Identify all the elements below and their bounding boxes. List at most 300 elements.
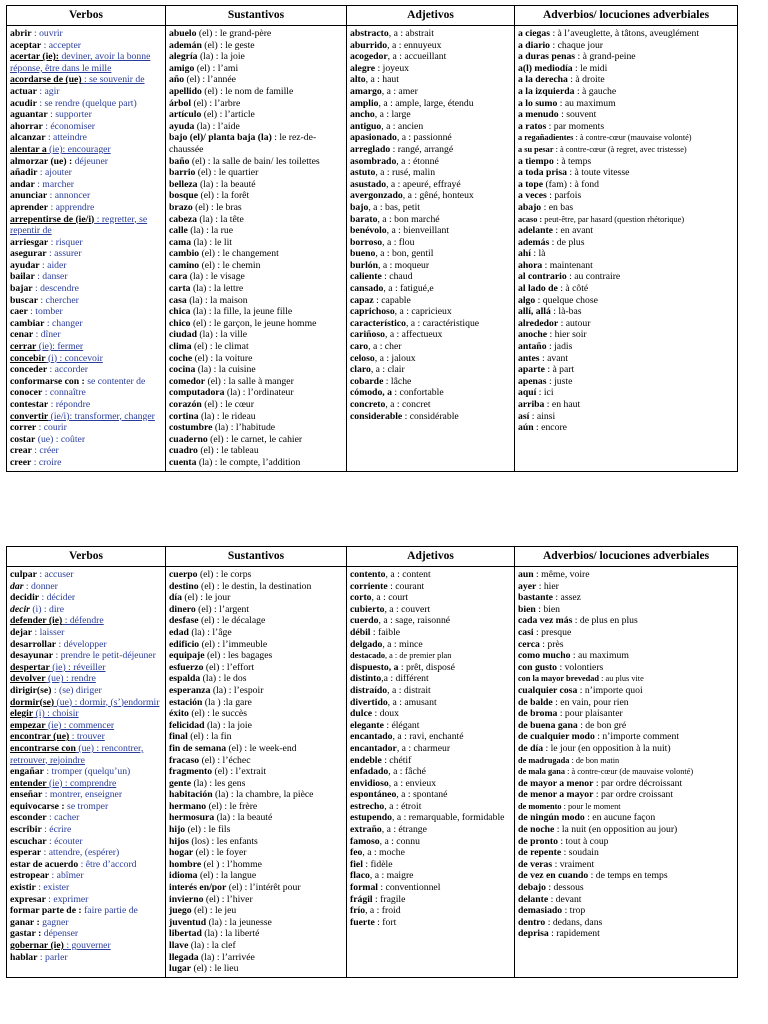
vocab-entry	[169, 650, 343, 662]
vocab-term: hijo	[169, 824, 186, 836]
vocab-entry	[518, 318, 734, 330]
vocab-term: algo	[518, 294, 536, 306]
vocab-term: destino	[169, 580, 199, 592]
vocab-translation: : à contre-cœur (à regret, avec tristesse)	[553, 144, 687, 154]
vocab-translation: (el) : le décalage	[198, 615, 266, 627]
vocab-translation: (ie/i): transformer, changer	[48, 410, 155, 422]
vocab-entry	[10, 295, 162, 307]
vocab-translation: : chaud	[381, 271, 413, 283]
vocab-translation: , a : haut	[365, 74, 399, 86]
vocab-translation: : risquer	[48, 236, 83, 248]
vocab-translation: : fragile	[372, 893, 406, 905]
vocab-entry	[518, 40, 734, 52]
vocab-term: cuerpo	[169, 569, 198, 580]
vocab-term: andar	[10, 178, 35, 190]
vocab-term: camino	[169, 259, 200, 271]
vocab-translation: : descendre	[32, 283, 79, 295]
vocab-entry	[518, 778, 734, 790]
vocab-translation: : parler	[37, 951, 68, 963]
vocab-term: empezar	[10, 719, 46, 731]
vocab-translation: : changer	[44, 317, 83, 329]
vocab-translation: (ie): fermer	[36, 341, 84, 353]
vocab-term: cualquier cosa	[518, 684, 578, 696]
vocab-entry	[350, 662, 511, 674]
vocab-translation: déjeuner	[72, 155, 109, 167]
vocab-entry	[169, 260, 343, 272]
vocab-term: enseñar	[10, 789, 43, 801]
vocab-term: allí, allá	[518, 306, 551, 318]
vocab-translation: , a : sage, raisonné	[378, 615, 451, 627]
vocab-term: anunciar	[10, 190, 48, 202]
vocab-entry	[169, 755, 343, 767]
vocab-entry	[10, 894, 162, 906]
vocab-translation: faire partie de	[81, 905, 138, 917]
vocab-entry	[350, 685, 511, 697]
vocab-entry	[169, 801, 343, 813]
vocab-translation: : de bon gré	[577, 719, 627, 731]
vocab-term: al contrario	[518, 271, 567, 283]
vocab-entry	[10, 364, 162, 376]
vocab-entry	[518, 685, 734, 697]
vocab-term: avergonzado	[350, 190, 403, 202]
vocab-translation: : pour plaisanter	[557, 708, 623, 720]
vocab-translation: (el ) : l’homme	[201, 858, 262, 870]
vocab-term: lugar	[169, 963, 192, 975]
vocab-entry	[350, 237, 511, 249]
vocab-term: abstracto	[350, 28, 389, 39]
vocab-term: encantador	[350, 742, 397, 754]
vocab-entry	[518, 411, 734, 423]
vocab-term: crear	[10, 445, 32, 457]
vocab-term: decidir	[10, 592, 40, 604]
vocab-term: llave	[169, 940, 189, 951]
vocab-term: ahorrar	[10, 120, 43, 132]
vocab-term: a la derecha	[518, 74, 568, 86]
vocab-entry	[518, 755, 734, 767]
vocab-entry	[350, 697, 511, 709]
vocab-term: fuerte	[350, 916, 375, 928]
vocab-term: con la mayor brevedad	[518, 674, 600, 684]
vocab-translation: : apprendre	[48, 201, 95, 213]
vocab-entry	[169, 295, 343, 307]
vocab-term: buscar	[10, 294, 38, 306]
vocab-translation: (ue) : rencontrer, retrouver, rejoindre	[10, 742, 144, 766]
vocab-term: caer	[10, 306, 28, 318]
vocab-translation: : considérable	[402, 410, 459, 422]
vocab-entry	[10, 685, 162, 697]
vocab-translation: , a : abstrait	[388, 28, 434, 39]
vocab-term: ayuda	[169, 120, 195, 132]
vocab-term: a la izquierda	[518, 85, 575, 97]
vocab-term: alegría	[169, 51, 198, 63]
vocab-term: contestar	[10, 399, 49, 410]
vocab-translation: (el) : l’intérêt pour	[226, 882, 301, 894]
vocab-entry	[518, 697, 734, 709]
vocab-term: apenas	[518, 375, 547, 387]
vocab-term: de ningún modo	[518, 812, 585, 824]
vocab-translation: (el) : le carnet, le cahier	[207, 433, 303, 445]
vocab-entry	[10, 445, 162, 457]
vocab-term: a menudo	[518, 109, 559, 121]
vocab-entry	[350, 179, 511, 191]
vocab-term: conformarse con :	[10, 375, 85, 387]
vocab-entry	[518, 581, 734, 593]
vocab-entry	[10, 766, 162, 778]
vocab-translation: , a : gêné, honteux	[402, 190, 474, 202]
vocab-entry	[350, 28, 511, 40]
vocab-term: de noche	[518, 824, 555, 836]
vocab-term: arreglado	[350, 143, 391, 155]
vocab-entry	[10, 801, 162, 813]
vocab-entry	[169, 179, 343, 191]
vocab-entry	[10, 306, 162, 318]
vocab-entry	[518, 98, 734, 110]
vocab-entry	[169, 963, 343, 975]
vocab-entry	[350, 615, 511, 627]
vocab-translation: , a : cher	[368, 341, 402, 353]
vocab-term: asegurar	[10, 248, 47, 260]
vocab-translation: (el) : le tableau	[197, 445, 259, 457]
vocab-term: ayudar	[10, 259, 40, 271]
vocab-term: de repente	[518, 847, 562, 859]
vocab-term: dentro	[518, 916, 546, 928]
vocab-term: aún	[518, 422, 534, 434]
vocab-term: actuar	[10, 85, 37, 97]
vocab-term: cerrar	[10, 341, 37, 353]
vocab-translation: (la) : la joie	[197, 51, 245, 63]
vocab-translation: (la) : l’ordinateur	[224, 387, 294, 399]
vocab-entry	[10, 569, 162, 581]
vocab-term: de mala gana	[518, 767, 566, 777]
vocab-entry	[169, 569, 343, 581]
vocab-translation: (el) : le jeu	[191, 905, 237, 917]
vocab-term: dirigir(se)	[10, 684, 52, 696]
vocab-translation: : atteindre	[45, 132, 87, 144]
vocab-entry	[518, 121, 734, 133]
vocab-entry	[10, 662, 162, 674]
vocab-translation: : à contre-cœur (mauvaise volonté)	[573, 133, 692, 143]
vocab-entry	[350, 51, 511, 63]
vocab-translation: (ie) : commencer	[45, 719, 115, 731]
vocab-translation: : trop	[562, 905, 586, 917]
vocab-entry	[10, 341, 162, 353]
vocab-entry	[169, 604, 343, 616]
vocab-translation: (la) : la joie	[204, 719, 252, 731]
vocab-term: distraído	[350, 684, 388, 696]
vocab-translation: (ue) : dormir, (s’)endormir	[54, 696, 160, 708]
vocab-entry	[518, 766, 734, 778]
vocab-term: aburrido	[350, 39, 388, 51]
vocab-entry	[518, 662, 734, 674]
vocab-term: de broma	[518, 708, 558, 720]
vocab-entry	[169, 376, 343, 388]
vocab-translation: , a : bas, petit	[368, 201, 420, 213]
vocab-entry	[350, 836, 511, 848]
vocab-entry	[518, 743, 734, 755]
vocab-entry	[518, 604, 734, 616]
header-adjetivos: Adjetivos	[347, 547, 515, 567]
vocab-term: cobarde	[350, 375, 384, 387]
vocab-translation: (el) : l’arbre	[191, 97, 241, 109]
vocab-translation: (ie): encourager	[46, 143, 111, 155]
vocab-translation: , a : accueillant	[387, 51, 447, 63]
vocab-entry	[10, 824, 162, 836]
vocab-translation: (la) : la lettre	[190, 283, 244, 295]
vocab-entry	[10, 353, 162, 365]
vocab-entry	[518, 237, 734, 249]
vocab-term: gobernar (ie)	[10, 940, 64, 951]
vocab-entry	[350, 673, 511, 685]
vocab-term: chica	[169, 306, 191, 318]
vocab-term: carta	[169, 283, 191, 295]
vocab-term: éxito	[169, 708, 189, 720]
vocab-entry	[169, 202, 343, 214]
vocab-entry	[10, 592, 162, 604]
vocab-entry	[10, 422, 162, 434]
vocab-translation: : (se) diriger	[51, 684, 102, 696]
vocab-translation: : hier soir	[547, 329, 587, 341]
vocab-translation: , a : froid	[365, 905, 401, 917]
vocab-term: a su pesar	[518, 144, 554, 154]
vocab-entry	[518, 387, 734, 399]
vocab-translation: : de temps en temps	[588, 870, 668, 882]
vocab-term: llegada	[169, 951, 199, 963]
vocab-term: fragmento	[169, 766, 213, 778]
vocab-term: dormir(se)	[10, 696, 55, 708]
vocab-entry	[350, 329, 511, 341]
vocab-term: estupendo	[350, 812, 392, 824]
vocab-translation: (ue) : coûter	[35, 433, 86, 445]
vocab-translation: (el) : l’article	[201, 109, 255, 121]
vocab-entry	[169, 940, 343, 952]
vocab-term: de veras	[518, 858, 553, 870]
vocab-translation: (el) : l’argent	[195, 603, 250, 615]
vocab-translation: (el) : le frère	[206, 800, 258, 812]
vocab-term: belleza	[169, 178, 198, 190]
vocab-entry	[350, 859, 511, 871]
vocab-entry	[350, 387, 511, 399]
vocab-entry	[10, 917, 162, 929]
vocab-term: elegante	[350, 719, 384, 731]
vocab-translation: , a : étonné	[396, 155, 439, 167]
vocab-entry	[350, 650, 511, 662]
vocab-entry	[350, 720, 511, 732]
vocab-translation: : chaque jour	[550, 39, 604, 51]
vocab-translation: (el) : le grand-père	[196, 28, 272, 39]
vocab-translation: : fort	[374, 916, 397, 928]
vocab-term: a lo sumo	[518, 97, 558, 109]
vocab-term: escribir	[10, 824, 42, 836]
vocab-term: de balde	[518, 696, 553, 708]
vocab-term: bajo	[350, 201, 369, 213]
vocab-translation: : au plus vite	[599, 674, 644, 684]
vocab-translation: , a : flou	[382, 236, 415, 248]
vocab-translation: : fidèle	[362, 858, 393, 870]
vocab-translation: (la ) :la gare	[202, 696, 252, 708]
vocab-term: alentar a	[10, 143, 47, 155]
vocab-translation: , a : affectueux	[384, 329, 443, 341]
vocab-term: asustado	[350, 178, 387, 190]
vocab-translation: : aider	[39, 259, 67, 271]
vocab-entry	[169, 364, 343, 376]
vocab-entry	[169, 387, 343, 399]
sustantivos-column	[166, 26, 347, 472]
vocab-term: edificio	[169, 638, 200, 650]
vocab-entry	[169, 662, 343, 674]
vocab-term: celoso	[350, 352, 375, 364]
vocab-term: a veces	[518, 190, 547, 202]
vocab-term: ahí	[518, 248, 531, 260]
vocab-entry	[169, 63, 343, 75]
vocab-term: caro	[350, 341, 369, 353]
vocab-entry	[169, 870, 343, 882]
vocab-translation: : tomber	[27, 306, 63, 318]
vocab-term: a duras penas	[518, 51, 576, 63]
vocab-entry	[350, 271, 511, 283]
vocab-translation: : ouvrir	[31, 28, 63, 39]
vocab-translation: , a : moche	[362, 847, 405, 859]
vocab-translation: : avant	[539, 352, 569, 364]
vocab-term: formar parte de :	[10, 905, 82, 917]
vocab-entry	[10, 190, 162, 202]
vocab-term: dejar	[10, 626, 33, 638]
vocab-entry	[518, 156, 734, 168]
vocab-translation: : élégant	[383, 719, 420, 731]
vocab-term: débil	[350, 626, 371, 638]
vocab-term: dar	[10, 580, 24, 592]
vocab-term: de vez en cuando	[518, 870, 589, 882]
vocab-term: árbol	[169, 97, 192, 109]
vocab-translation: : à l’aveuglette, à tâtons, aveuglément	[550, 28, 700, 39]
vocab-entry	[518, 306, 734, 318]
vocab-translation: (el) : l’ami	[194, 62, 239, 74]
vocab-translation: , a : ample, large, étendu	[378, 97, 474, 109]
vocab-translation: : à part	[544, 364, 575, 376]
vocab-entry	[10, 708, 162, 720]
vocab-translation: : conventionnel	[377, 882, 441, 894]
vocab-term: ahora	[518, 259, 543, 271]
vocab-term: desarrollar	[10, 638, 57, 650]
vocab-entry	[169, 847, 343, 859]
vocab-term: hermano	[169, 800, 207, 812]
vocab-term: dispuesto, a	[350, 661, 399, 673]
vocab-entry	[169, 329, 343, 341]
vocab-entry	[169, 445, 343, 457]
vocab-term: feo	[350, 847, 363, 859]
vocab-entry	[169, 40, 343, 52]
vocab-term: elegir	[10, 708, 34, 720]
vocab-term: esperanza	[169, 684, 211, 696]
vocab-term: estrecho	[350, 800, 385, 812]
vocab-entry	[10, 581, 162, 593]
vocab-entry	[350, 731, 511, 743]
vocab-entry	[10, 650, 162, 662]
header-sustantivos: Sustantivos	[166, 547, 347, 567]
vocab-translation: : le jour (en opposition à la nuit)	[543, 742, 671, 754]
vocab-term: artículo	[169, 109, 202, 121]
vocab-entry	[10, 720, 162, 732]
vocab-translation: (el) : le succès	[188, 708, 248, 720]
vocab-entry	[10, 928, 162, 940]
vocab-entry	[10, 202, 162, 214]
vocab-entry	[350, 882, 511, 894]
vocab-translation: : assez	[553, 592, 581, 604]
vocab-translation: (el) : le cœur	[201, 399, 255, 410]
vocab-term: hijos	[169, 835, 189, 847]
vocab-term: encontrar (ue)	[10, 731, 70, 743]
vocab-term: edad	[169, 626, 189, 638]
vocab-translation: (la) : le lit	[191, 236, 232, 248]
vocab-translation: : prendre le petit-déjeuner	[53, 650, 156, 662]
vocab-entry	[518, 28, 734, 40]
vocab-entry	[518, 731, 734, 743]
vocab-translation: (ie) : comprendre	[46, 777, 117, 789]
vocab-term: cara	[169, 271, 188, 283]
vocab-term: frágil	[350, 893, 373, 905]
vocab-entry	[169, 766, 343, 778]
vocab-entry	[10, 214, 162, 237]
vocab-entry	[518, 882, 734, 894]
vocab-entry	[10, 639, 162, 651]
vocab-entry	[350, 225, 511, 237]
vocab-entry	[518, 295, 734, 307]
vocab-entry	[169, 28, 343, 40]
vocab-term: correr	[10, 422, 37, 434]
vocab-entry	[169, 457, 343, 469]
vocab-term: a diario	[518, 39, 551, 51]
vocab-translation: : dîner	[33, 329, 61, 341]
header-verbos: Verbos	[7, 6, 166, 26]
vocab-entry	[350, 894, 511, 906]
vocab-term: a regañadientes	[518, 133, 574, 143]
vocab-translation: (la) : la ville	[197, 329, 248, 341]
vocab-entry	[10, 434, 162, 446]
vocab-translation: (la) : l’habitude	[212, 422, 276, 434]
vocab-term: corriente	[350, 580, 388, 592]
vocab-translation: : agir	[36, 85, 60, 97]
vocab-translation: : montrer, enseigner	[42, 789, 123, 801]
vocab-translation: : même, voire	[533, 569, 590, 580]
vocab-term: distinto	[350, 673, 382, 685]
vocab-term: claro	[350, 364, 371, 376]
vocab-translation: (el) : le nom de famille	[201, 85, 294, 97]
vocab-entry	[350, 248, 511, 260]
adjetivos-column	[347, 26, 515, 472]
vocab-translation: peut-être, par hasard (question rhétorique)	[542, 214, 685, 224]
vocab-term: ancho	[350, 109, 375, 121]
vocab-term: bueno	[350, 248, 376, 260]
vocab-translation: , a : de premier plan	[385, 651, 452, 661]
vocab-translation: , a : apeuré, effrayé	[386, 178, 461, 190]
vocab-term: astuto	[350, 167, 376, 179]
vocab-entry	[169, 639, 343, 651]
vocab-term: estropear	[10, 870, 50, 882]
vocab-translation: (el) : la langue	[197, 870, 257, 882]
vocab-term: capaz	[350, 294, 374, 306]
vocab-translation: (la) : le rideau	[198, 410, 256, 422]
vocab-term: así	[518, 410, 530, 422]
vocab-term: dulce	[350, 708, 373, 720]
vocab-term: como mucho	[518, 650, 571, 662]
vocab-entry	[169, 859, 343, 871]
vocab-translation: (el) : l’effort	[203, 661, 255, 673]
vocab-translation: (la) : la fille, la jeune fille	[190, 306, 293, 318]
vocab-translation: : à toute vitesse	[566, 167, 630, 179]
vocab-translation: : cacher	[46, 812, 80, 824]
vocab-entry	[350, 755, 511, 767]
vocab-entry	[169, 824, 343, 836]
vocab-term: frío	[350, 905, 366, 917]
